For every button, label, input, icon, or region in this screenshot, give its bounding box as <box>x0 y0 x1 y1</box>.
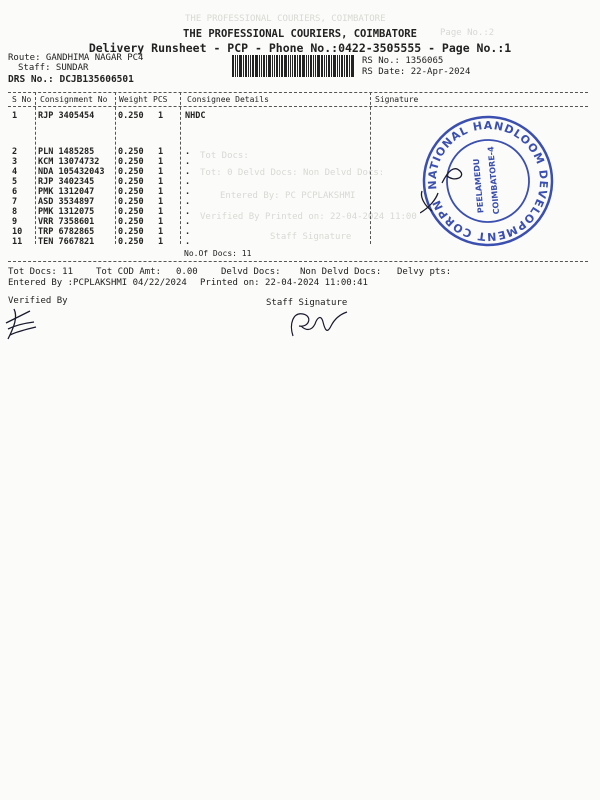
barcode-bar <box>331 55 332 77</box>
barcode-bar <box>268 55 271 77</box>
barcode-bar <box>235 55 236 77</box>
barcode-bar <box>302 55 305 77</box>
cell-sno: 10 <box>12 227 23 237</box>
barcode-bar <box>315 55 316 77</box>
runsheet-page: THE PROFESSIONAL COURIERS, COIMBATORE Page No.:2 Tot Docs: Tot: 0 Delvd Docs: Non Delvd Docs: Entered By: PC PCPLAKSHMI Verified By Printed on: 22-04-2024 11:00 Staff Signature THE PROFESSIONAL COURIERS, COIMBATORE Delivery Runsheet - PCP - Phone No.:0422-3505555 - Page No.:1 Route: GANDHIMA NAGAR PC4 Staff: SUNDAR DRS No.: DCJB135606501 RS No.: 1356065 RS Date: 22-Apr-2024 S No Consignment No Weight PCS Consignee Details Signature 1 RJP 3405454 0.250 1 NHDC 2 PLN 1485285 0.250 1 . 3 KCM 13074732 0.250 1 . 4 NDA 105432043 0.250 1 . 5 RJP 3402345 0.250 1 . 6 PMK 1312047 0.250 1 . 7 ASD 3534897 0.250 1 . 8 PMK 1312075 0.250 1 . 9 VRR 7358601 0.250 1 . 10 TRP 6782865 0.250 1 . 11 TEN 7667821 0.250 1 . No.Of Docs: 11 Tot Docs: 11 Tot COD Amt: 0.00 Delvd Docs: Non Delvd Docs: Delvy pts: Entered By :PCPLAKSHMI 04/22/2024 Printed on: 22-04-2024 11:00:41 Verified By Staff Signature NATIONAL HANDLOOM DEVELOPMENT CORPN. PEELAMEDU COIMBATORE-4 <box>0 0 600 800</box>
col-header-consignee: Consignee Details <box>187 95 269 104</box>
no-of-docs: No.Of Docs: 11 <box>184 249 252 258</box>
cell-weight: 0.250 <box>118 237 144 247</box>
rs-date: RS Date: 22-Apr-2024 <box>362 67 471 77</box>
barcode-bar <box>281 55 283 77</box>
barcode-bar <box>341 55 343 77</box>
col-header-sno: S No <box>12 95 32 104</box>
cell-pcs: 1 <box>158 187 164 197</box>
barcode-bar <box>237 55 238 77</box>
cell-pcs: 1 <box>158 227 164 237</box>
cell-pcs: 1 <box>158 167 164 177</box>
printed-on: Printed on: 22-04-2024 11:00:41 <box>200 278 368 288</box>
cell-consignment: TRP 6782865 <box>38 227 95 237</box>
svg-text:COIMBATORE-4: COIMBATORE-4 <box>486 146 502 215</box>
barcode-bar <box>248 55 249 77</box>
col-header-signature: Signature <box>375 95 419 104</box>
barcode-bar <box>263 55 265 77</box>
cell-consignment: NDA 105432043 <box>38 167 105 177</box>
tot-cod-value: 0.00 <box>176 267 198 277</box>
cell-consignment: RJP 3405454 <box>38 111 95 121</box>
barcode-bar <box>324 55 325 77</box>
table-top-rule <box>8 92 588 93</box>
cell-pcs: 1 <box>158 147 164 157</box>
col-header-consignment: Consignment No <box>40 95 108 104</box>
cell-details: . <box>185 147 191 157</box>
staff-signature-label: Staff Signature <box>266 298 348 308</box>
verified-by-signature <box>0 305 70 345</box>
svg-text:PEELAMEDU: PEELAMEDU <box>471 158 486 214</box>
barcode-bar <box>297 55 298 77</box>
cell-sno: 8 <box>12 207 18 217</box>
staff-signature <box>285 306 355 342</box>
route-label: Route: GANDHIMA NAGAR PC4 <box>8 53 144 63</box>
cell-details: . <box>185 217 191 227</box>
cell-consignment: PMK 1312075 <box>38 207 95 217</box>
barcode-bar <box>261 55 262 77</box>
barcode-bar <box>306 55 307 77</box>
cell-sno: 5 <box>12 177 18 187</box>
barcode-bar <box>252 55 254 77</box>
company-stamp <box>420 113 556 249</box>
barcode-bar <box>259 55 260 77</box>
barcode-bar <box>288 55 289 77</box>
barcode-bar <box>308 55 309 77</box>
delvy-pts: Delvy pts: <box>397 267 452 277</box>
barcode-bar <box>274 55 275 77</box>
barcode-bar <box>333 55 336 77</box>
barcode-bar <box>294 55 296 77</box>
cell-details: NHDC <box>185 111 206 121</box>
delvd-docs: Delvd Docs: <box>221 267 281 277</box>
cell-consignment: PLN 1485285 <box>38 147 95 157</box>
barcode-bar <box>299 55 301 77</box>
cell-consignment: ASD 3534897 <box>38 197 95 207</box>
cell-details: . <box>185 187 191 197</box>
tot-docs: Tot Docs: 11 <box>8 267 74 277</box>
barcode-bar <box>255 55 258 77</box>
cell-pcs: 1 <box>158 237 164 247</box>
cell-details: . <box>185 227 191 237</box>
cell-sno: 11 <box>12 237 23 247</box>
barcode-bar <box>351 55 354 77</box>
cell-weight: 0.250 <box>118 197 144 207</box>
cell-consignment: PMK 1312047 <box>38 187 95 197</box>
barcode-bar <box>326 55 327 77</box>
cell-sno: 4 <box>12 167 18 177</box>
cell-sno: 1 <box>12 111 18 121</box>
barcode-bar <box>317 55 320 77</box>
table-header-rule <box>8 106 588 107</box>
drs-number: DRS No.: DCJB135606501 <box>8 74 134 85</box>
cell-weight: 0.250 <box>118 147 144 157</box>
barcode-bar <box>337 55 338 77</box>
cell-pcs: 1 <box>158 111 164 121</box>
cell-weight: 0.250 <box>118 187 144 197</box>
cell-pcs: 1 <box>158 177 164 187</box>
barcode-bar <box>290 55 291 77</box>
barcode-bar <box>310 55 312 77</box>
col-header-pcs: PCS <box>153 95 168 104</box>
company-name: THE PROFESSIONAL COURIERS, COIMBATORE <box>183 28 417 40</box>
entered-by: Entered By :PCPLAKSHMI 04/22/2024 <box>8 278 187 288</box>
barcode-bar <box>349 55 350 77</box>
cell-weight: 0.250 <box>118 207 144 217</box>
barcode-bar <box>272 55 273 77</box>
cell-weight: 0.250 <box>118 177 144 187</box>
cell-pcs: 1 <box>158 217 164 227</box>
cell-sno: 2 <box>12 147 18 157</box>
barcode-bar <box>344 55 345 77</box>
cell-consignment: RJP 3402345 <box>38 177 95 187</box>
tot-cod-label: Tot COD Amt: <box>96 267 162 277</box>
barcode-bar <box>245 55 247 77</box>
barcode-bar <box>266 55 267 77</box>
barcode-bar <box>339 55 340 77</box>
non-delvd-docs: Non Delvd Docs: <box>300 267 382 277</box>
barcode-bar <box>243 55 244 77</box>
cell-details: . <box>185 207 191 217</box>
cell-details: . <box>185 167 191 177</box>
verified-by-label: Verified By <box>8 296 68 306</box>
cell-weight: 0.250 <box>118 227 144 237</box>
barcode-bar <box>279 55 280 77</box>
barcode-bar <box>313 55 314 77</box>
cell-sno: 7 <box>12 197 18 207</box>
col-header-weight: Weight <box>119 95 148 104</box>
rs-number: RS No.: 1356065 <box>362 56 444 66</box>
barcode-bar <box>292 55 293 77</box>
barcode-bar <box>239 55 242 77</box>
cell-details: . <box>185 157 191 167</box>
staff-label: Staff: SUNDAR <box>18 63 89 73</box>
cell-sno: 3 <box>12 157 18 167</box>
cell-details: . <box>185 177 191 187</box>
cell-details: . <box>185 237 191 247</box>
barcode-bar <box>328 55 330 77</box>
barcode-bar <box>250 55 251 77</box>
cell-pcs: 1 <box>158 157 164 167</box>
cell-consignment: TEN 7667821 <box>38 237 95 247</box>
barcode-bar <box>232 55 234 77</box>
cell-weight: 0.250 <box>118 111 144 121</box>
barcode-bar <box>284 55 287 77</box>
cell-weight: 0.250 <box>118 217 144 227</box>
barcode-bar <box>321 55 323 77</box>
cell-sno: 9 <box>12 217 18 227</box>
barcode-bar <box>276 55 278 77</box>
cell-consignment: KCM 13074732 <box>38 157 100 167</box>
cell-details: . <box>185 197 191 207</box>
cell-pcs: 1 <box>158 207 164 217</box>
cell-sno: 6 <box>12 187 18 197</box>
svg-text:NATIONAL HANDLOOM DEVELOPMENT: NATIONAL HANDLOOM DEVELOPMENT CORPN. <box>425 118 551 244</box>
barcode <box>232 55 356 77</box>
cell-weight: 0.250 <box>118 157 144 167</box>
cell-pcs: 1 <box>158 197 164 207</box>
barcode-bar <box>346 55 348 77</box>
cell-consignment: VRR 7358601 <box>38 217 95 227</box>
runsheet-title: Delivery Runsheet - PCP - Phone No.:0422-3505555 - Page No.:1 <box>88 41 512 55</box>
table-bottom-rule <box>8 261 588 262</box>
cell-weight: 0.250 <box>118 167 144 177</box>
